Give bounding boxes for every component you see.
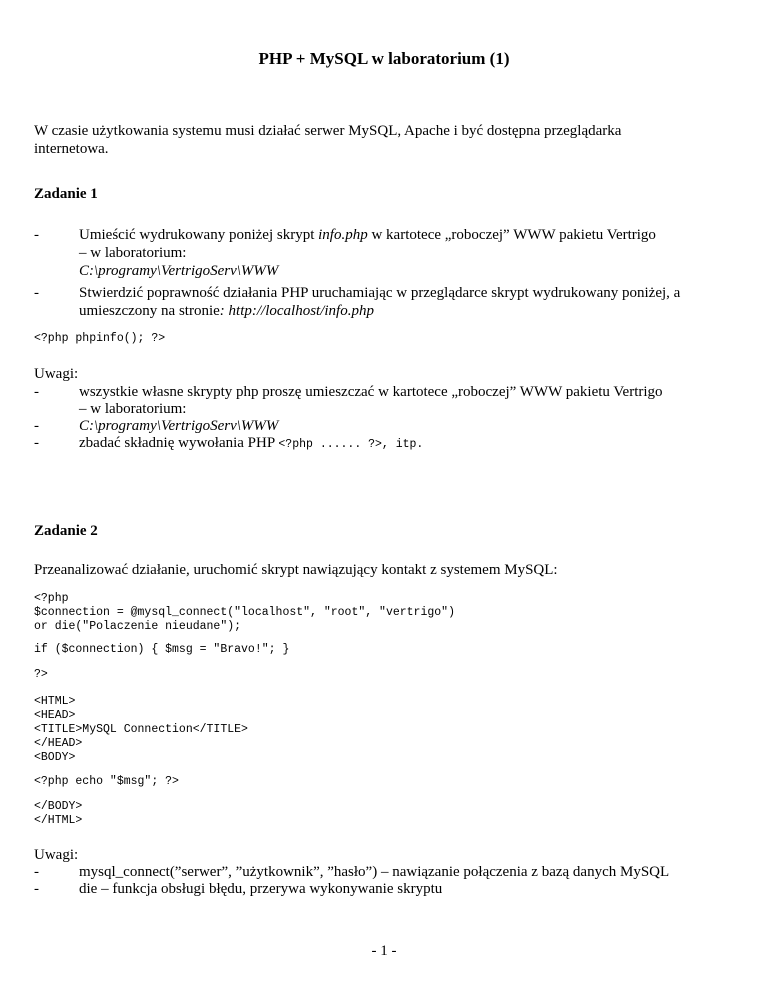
page-title: PHP + MySQL w laboratorium (1)	[258, 49, 510, 68]
task1-heading: Zadanie 1	[34, 186, 98, 202]
task1-note1b: – w laboratorium:	[79, 401, 187, 417]
task2-intro: Przeanalizować działanie, uruchomić skrypt nawiązujący kontakt z systemem MySQL:	[34, 562, 558, 578]
task2-code-line: $connection = @mysql_connect("localhost", "root", "vertrigo")	[34, 606, 455, 619]
task1-item1-path: C:\programy\VertrigoServ\WWW	[79, 263, 279, 279]
task2-note2: die – funkcja obsługi błędu, przerywa wykonywanie skryptu	[79, 881, 443, 897]
task2-code-line: or die("Polaczenie nieudane");	[34, 620, 242, 633]
task2-code-line: </HEAD>	[34, 737, 83, 750]
task1-notes-heading: Uwagi:	[34, 366, 79, 382]
task1-item1-line1	[79, 226, 656, 244]
task1-item1-filename: info.php	[318, 227, 368, 243]
task1-note2-dash: -	[34, 418, 39, 434]
task2-heading: Zadanie 2	[34, 523, 98, 539]
task1-item2-dash: -	[34, 285, 39, 301]
task2-code-line: <?php	[34, 592, 69, 605]
task2-note2-dash: -	[34, 881, 39, 897]
task2-note1-dash: -	[34, 864, 39, 880]
task1-item2-prefix: umieszczony na stronie	[79, 303, 220, 319]
task2-code-line: if ($connection) { $msg = "Bravo!"; }	[34, 643, 290, 656]
intro-line-2: internetowa.	[34, 141, 109, 157]
task1-note3	[79, 434, 423, 453]
task2-code-line: <BODY>	[34, 751, 76, 764]
task1-item2-line2	[79, 302, 374, 320]
task2-code-line: ?>	[34, 668, 48, 681]
task2-code-line: </HTML>	[34, 814, 83, 827]
task1-item1-prefix: Umieścić wydrukowany poniżej skrypt	[79, 227, 319, 243]
task2-code-line: <TITLE>MySQL Connection</TITLE>	[34, 723, 248, 736]
task1-note2: C:\programy\VertrigoServ\WWW	[79, 418, 279, 434]
task1-note1: wszystkie własne skrypty php proszę umieszczać w kartotece „roboczej” WWW pakietu Vertrigo	[79, 384, 663, 400]
task2-notes-heading: Uwagi:	[34, 847, 79, 863]
task2-code-line: </BODY>	[34, 800, 83, 813]
task1-note3-code: <?php ...... ?>, itp.	[278, 438, 424, 451]
task2-code-line: <?php echo "$msg"; ?>	[34, 775, 179, 788]
task2-note1: mysql_connect(”serwer”, ”użytkownik”, ”hasło”) – nawiązanie połączenia z bazą danych MySQL	[79, 864, 670, 880]
task1-note3-text: zbadać składnię wywołania PHP	[79, 435, 279, 451]
task1-code: <?php phpinfo(); ?>	[34, 332, 166, 345]
task2-code-line: <HTML>	[34, 695, 76, 708]
page-number: - 1 -	[371, 943, 397, 959]
task1-item2-url: : http://localhost/info.php	[219, 303, 374, 319]
task1-item2-line1: Stwierdzić poprawność działania PHP uruchamiając w przeglądarce skrypt wydrukowany poniżej, a	[79, 285, 681, 301]
task2-code-line: <HEAD>	[34, 709, 76, 722]
task1-note3-dash: -	[34, 435, 39, 451]
task1-item1-dash: -	[34, 227, 39, 243]
task1-item1-line2: – w laboratorium:	[79, 245, 187, 261]
task1-item1-suffix: w kartotece „roboczej” WWW pakietu Vertrigo	[367, 227, 656, 243]
intro-line-1: W czasie użytkowania systemu musi działać serwer MySQL, Apache i być dostępna przeglądarka	[34, 123, 622, 139]
task1-note1-dash: -	[34, 384, 39, 400]
